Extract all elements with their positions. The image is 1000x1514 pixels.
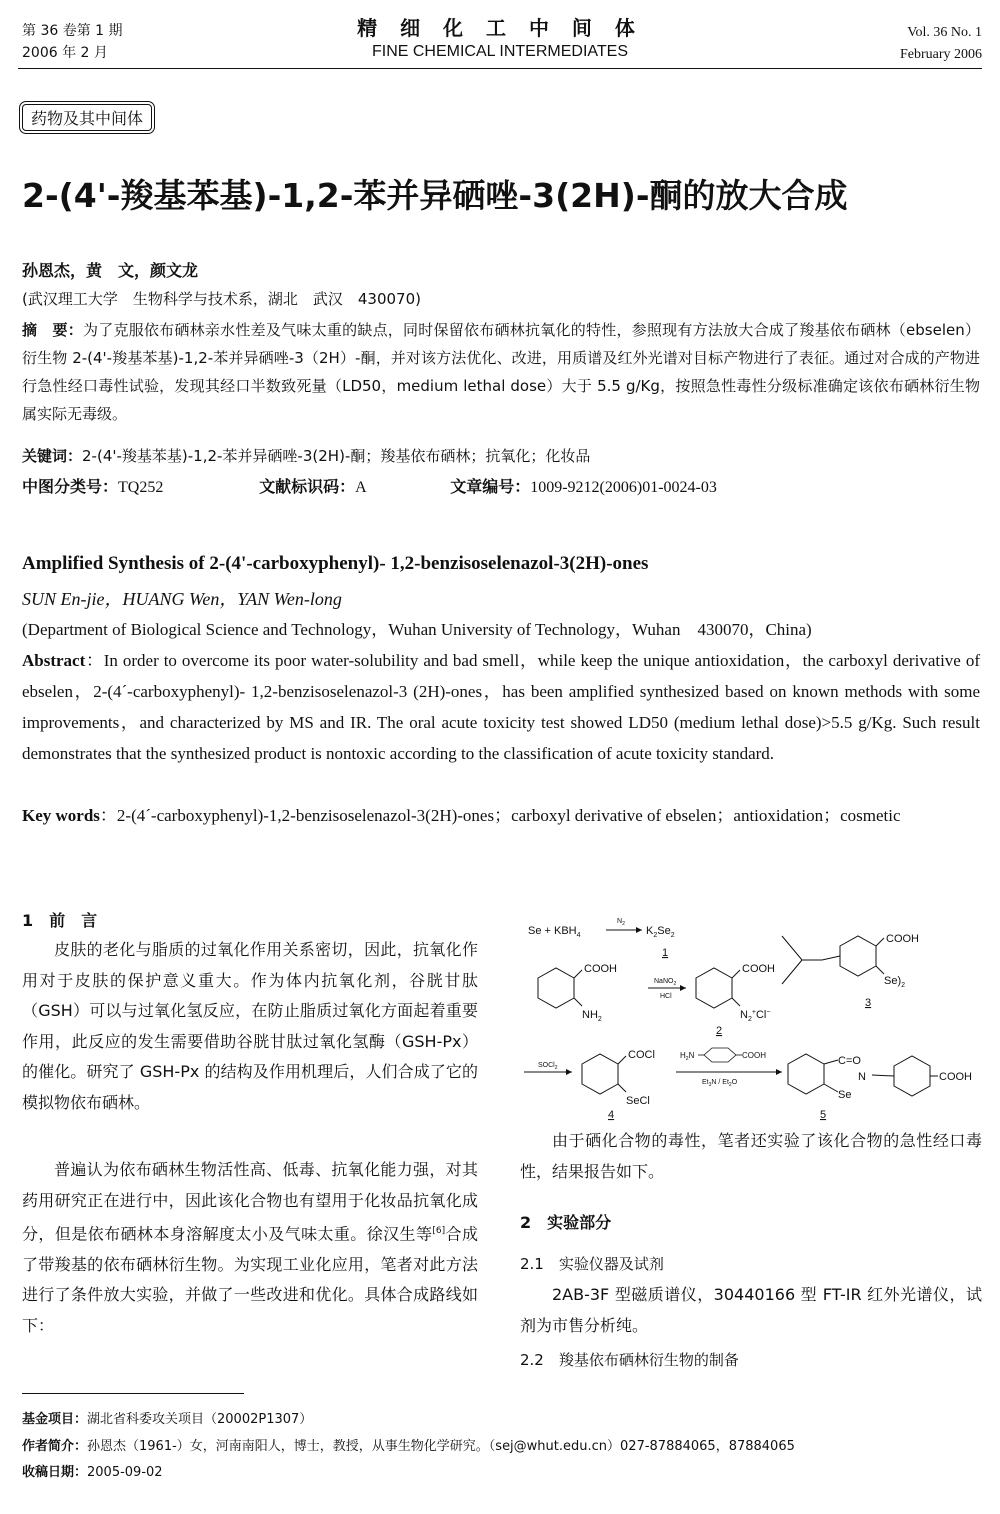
english-title: Amplified Synthesis of 2-(4'-carboxyphenyl)- 1,2-benzisoselenazol-3(2H)-ones bbox=[22, 553, 649, 574]
compound-4-number: 4 bbox=[608, 1109, 615, 1121]
reaction5-condition: $Et_3N / Et_2O$ bbox=[702, 1079, 738, 1088]
article-title: 2-(4'-羧基苯基)-1,2-苯并异硒唑-3(2H)-酮的放大合成 bbox=[22, 176, 848, 215]
english-keywords-label: Key words bbox=[22, 806, 100, 825]
keywords-cn bbox=[22, 442, 980, 470]
english-abstract-label: Abstract bbox=[22, 651, 86, 670]
reaction1-condition: $N_2$ bbox=[617, 918, 625, 927]
anthranilic-acid-structure bbox=[538, 968, 582, 1008]
journal-name-en: FINE CHEMICAL INTERMEDIATES bbox=[371, 43, 629, 60]
compound-4-structure bbox=[582, 1054, 626, 1094]
article-no-value: 1009-9212(2006)01-0024-03 bbox=[530, 479, 717, 496]
author-bio-text: 孙恩杰（1961-）女，河南南阳人，博士，教授，从事生物化学研究。（sej@whut.edu.cn）027-87884065，87884065 bbox=[87, 1439, 795, 1454]
synthesis-scheme bbox=[520, 908, 982, 1128]
reaction5-arrowhead bbox=[776, 1069, 782, 1075]
compound-4-cocl: COCl bbox=[628, 1049, 655, 1061]
reagent-ring bbox=[698, 1048, 742, 1062]
compound-3-cooh: COOH bbox=[886, 933, 919, 945]
fund-label: 基金项目： bbox=[22, 1412, 88, 1427]
citation-ref: [6] bbox=[432, 1226, 446, 1236]
volume-issue: 第 36 卷第 1 期 bbox=[22, 23, 123, 39]
reaction1-arrowhead bbox=[636, 927, 642, 933]
anthranilic-nh2: $NH_2$ bbox=[582, 1009, 602, 1023]
section-2-2-heading: 2.2 羧基依布硒林衍生物的制备 bbox=[520, 1351, 739, 1369]
english-keywords-text: ：2-(4´-carboxyphenyl)-1,2-benzisoselenazol-3(2H)-ones；carboxyl derivative of ebselen；antioxidation；cosmetic bbox=[99, 806, 901, 825]
instruments-paragraph: 2AB-3F 型磁质谱仪，30440166 型 FT-IR 红外光谱仪，试剂为市售分析纯。 bbox=[520, 1285, 982, 1335]
keywords-cn-text: 2-(4'-羧基苯基)-1,2-苯并异硒唑-3(2H)-酮；羧基依布硒林；抗氧化；化妆品 bbox=[82, 447, 591, 465]
compound-5-carbonyl: C=O bbox=[838, 1055, 861, 1067]
article-no-label: 文章编号： bbox=[450, 477, 531, 496]
english-affiliation: (Department of Biological Science and Technology，Wuhan University of Technology，Wuhan 430070，China) bbox=[22, 620, 812, 639]
english-authors: SUN En-jie，HUANG Wen，YAN Wen-long bbox=[22, 589, 342, 609]
issue-info bbox=[22, 20, 123, 64]
toxicity-intro: 由于硒化合物的毒性，笔者还实验了该化合物的急性经口毒性，结果报告如下。 bbox=[520, 1131, 982, 1181]
keywords-cn-label: 关键词： bbox=[22, 447, 83, 465]
reaction2-condition-bottom: HCl bbox=[660, 993, 672, 1000]
intro-paragraph-2 bbox=[22, 1155, 478, 1341]
reaction2-condition-top: NaNO$_2$ bbox=[654, 978, 677, 987]
reaction4-arrowhead bbox=[566, 1069, 572, 1075]
intro-paragraph-1: 皮肤的老化与脂质的过氧化作用关系密切，因此，抗氧化作用对于皮肤的保护意义重大。作为体内抗氧化剂，谷胱甘肽（GSH）可以与过氧化氢反应，在防止脂质过氧化方面起着重要作用，此反应的发生需要借助谷胱甘肽过氧化氢酶（GSH-Px）的催化。研究了 GSH-Px 的结构及作用机理后，人们合成了它的模拟物依布硒林。 bbox=[22, 940, 478, 1112]
compound-4-secl: SeCl bbox=[626, 1095, 650, 1107]
received-label: 收稿日期： bbox=[22, 1465, 88, 1480]
compound-3-number: 3 bbox=[865, 997, 872, 1009]
section-2-1-heading: 2.1 实验仪器及试剂 bbox=[520, 1255, 664, 1273]
intro-paragraph-2-a: 普遍认为依布硒林生物活性高、低毒、抗氧化能力强，对其药用研究正在进行中，因此该化合物也有望用于化妆品抗氧化成分，但是依布硒林本身溶解度太小及气味太重。徐汉生等 bbox=[22, 1160, 478, 1244]
compound-2-cooh: COOH bbox=[742, 963, 775, 975]
received-date: 2005-09-02 bbox=[87, 1465, 163, 1480]
column-tag: 药物及其中间体 bbox=[22, 104, 152, 131]
issue-date-en: February 2006 bbox=[899, 47, 982, 62]
affiliation-cn: (武汉理工大学 生物科学与技术系，湖北 武汉 430070) bbox=[22, 290, 421, 308]
authors-cn: 孙恩杰，黄 文，颜文龙 bbox=[22, 261, 199, 280]
footnote-fund bbox=[22, 1408, 312, 1427]
compound-5-number: 5 bbox=[820, 1109, 827, 1121]
journal-name-cn: 精 细 化 工 中 间 体 bbox=[357, 16, 643, 40]
compound-3-structure bbox=[782, 936, 884, 984]
footnote-received bbox=[22, 1461, 163, 1480]
english-keywords bbox=[22, 800, 980, 831]
clc-label: 中图分类号： bbox=[22, 477, 119, 496]
english-abstract bbox=[22, 645, 980, 769]
english-abstract-text: ：In order to overcome its poor water-solubility and bad smell，while keep the unique antioxidation，the carboxyl derivative of ebselen，2-(4´-carboxyphenyl)- 1,2-benzisoselenazol-3 (2H)-ones，has been amplified synthesized based on known methods with some improvements，and characterized by MS and IR. The oral acute toxicity test showed LD50 (medium lethal dose)>5.5 g/Kg. Such result demonstrates that the synthesized product is nontoxic according to the classification of acute toxicity standard. bbox=[22, 651, 980, 763]
compound-3-se: $Se)_2$ bbox=[884, 975, 906, 989]
reaction1-reactants: $Se + KBH_4$ bbox=[528, 925, 581, 939]
compound-5-nitrogen: N bbox=[858, 1071, 866, 1083]
header-rule bbox=[18, 68, 982, 69]
issue-date: 2006 年 2 月 bbox=[22, 45, 108, 61]
fund-text: 湖北省科委攻关项目（20002P1307） bbox=[87, 1412, 313, 1427]
reaction1-product: $K_2Se_2$ bbox=[646, 925, 675, 939]
reagent-amine: $H_2N$ bbox=[680, 1051, 695, 1062]
section-1-heading: 1 前 言 bbox=[22, 911, 98, 930]
anthranilic-cooh: COOH bbox=[584, 963, 617, 975]
reagent-cooh: COOH bbox=[742, 1051, 766, 1060]
author-bio-label: 作者简介： bbox=[22, 1439, 88, 1454]
reaction2-arrowhead bbox=[680, 985, 686, 991]
doc-code-value: A bbox=[355, 479, 367, 496]
clc-value: TQ252 bbox=[118, 479, 164, 496]
section-2-heading: 2 实验部分 bbox=[520, 1213, 612, 1232]
classification-row bbox=[22, 474, 982, 497]
compound-2-number: 2 bbox=[716, 1025, 723, 1037]
compound-5-selenium: Se bbox=[838, 1089, 852, 1101]
abstract-cn-text: 为了克服依布硒林亲水性差及气味太重的缺点，同时保留依布硒林抗氧化的特性，参照现有方法放大合成了羧基依布硒林（ebselen）衍生物 2-(4'-羧基苯基)-1,2-苯并异硒唑-3（2H）-酮，并对该方法优化、改进，用质谱及红外光谱对目标产物进行了表征。通过对合成的产物进行急性经口毒性试验，发现其经口半数致死量（LD50，medium lethal dose）大于 5.5 g/Kg，按照急性毒性分级标准确定该依布硒林衍生物属实际无毒级。 bbox=[22, 321, 980, 423]
reaction4-condition: SOCl$_2$ bbox=[538, 1062, 558, 1071]
volume-issue-en: Vol. 36 No. 1 bbox=[907, 25, 982, 40]
compound-2-structure bbox=[696, 968, 740, 1008]
intro-paragraph-2-b: 合成了带羧基的依布硒林衍生物。为实现工业化应用，笔者对此方法进行了条件放大实验，并做了一些改进和优化。具体合成路线如下： bbox=[22, 1224, 478, 1335]
journal-masthead bbox=[300, 12, 700, 61]
compound-1-number: 1 bbox=[662, 947, 669, 959]
footnote-rule bbox=[22, 1393, 244, 1394]
issue-info-en bbox=[900, 22, 982, 66]
abstract-cn-label: 摘 要： bbox=[22, 321, 83, 339]
compound-2-diazonium: $N_2^+Cl^-$ bbox=[740, 1009, 771, 1023]
doc-code-label: 文献标识码： bbox=[259, 477, 356, 496]
abstract-cn bbox=[22, 316, 980, 428]
footnote-author bbox=[22, 1435, 795, 1454]
compound-5-cooh: COOH bbox=[939, 1071, 972, 1083]
